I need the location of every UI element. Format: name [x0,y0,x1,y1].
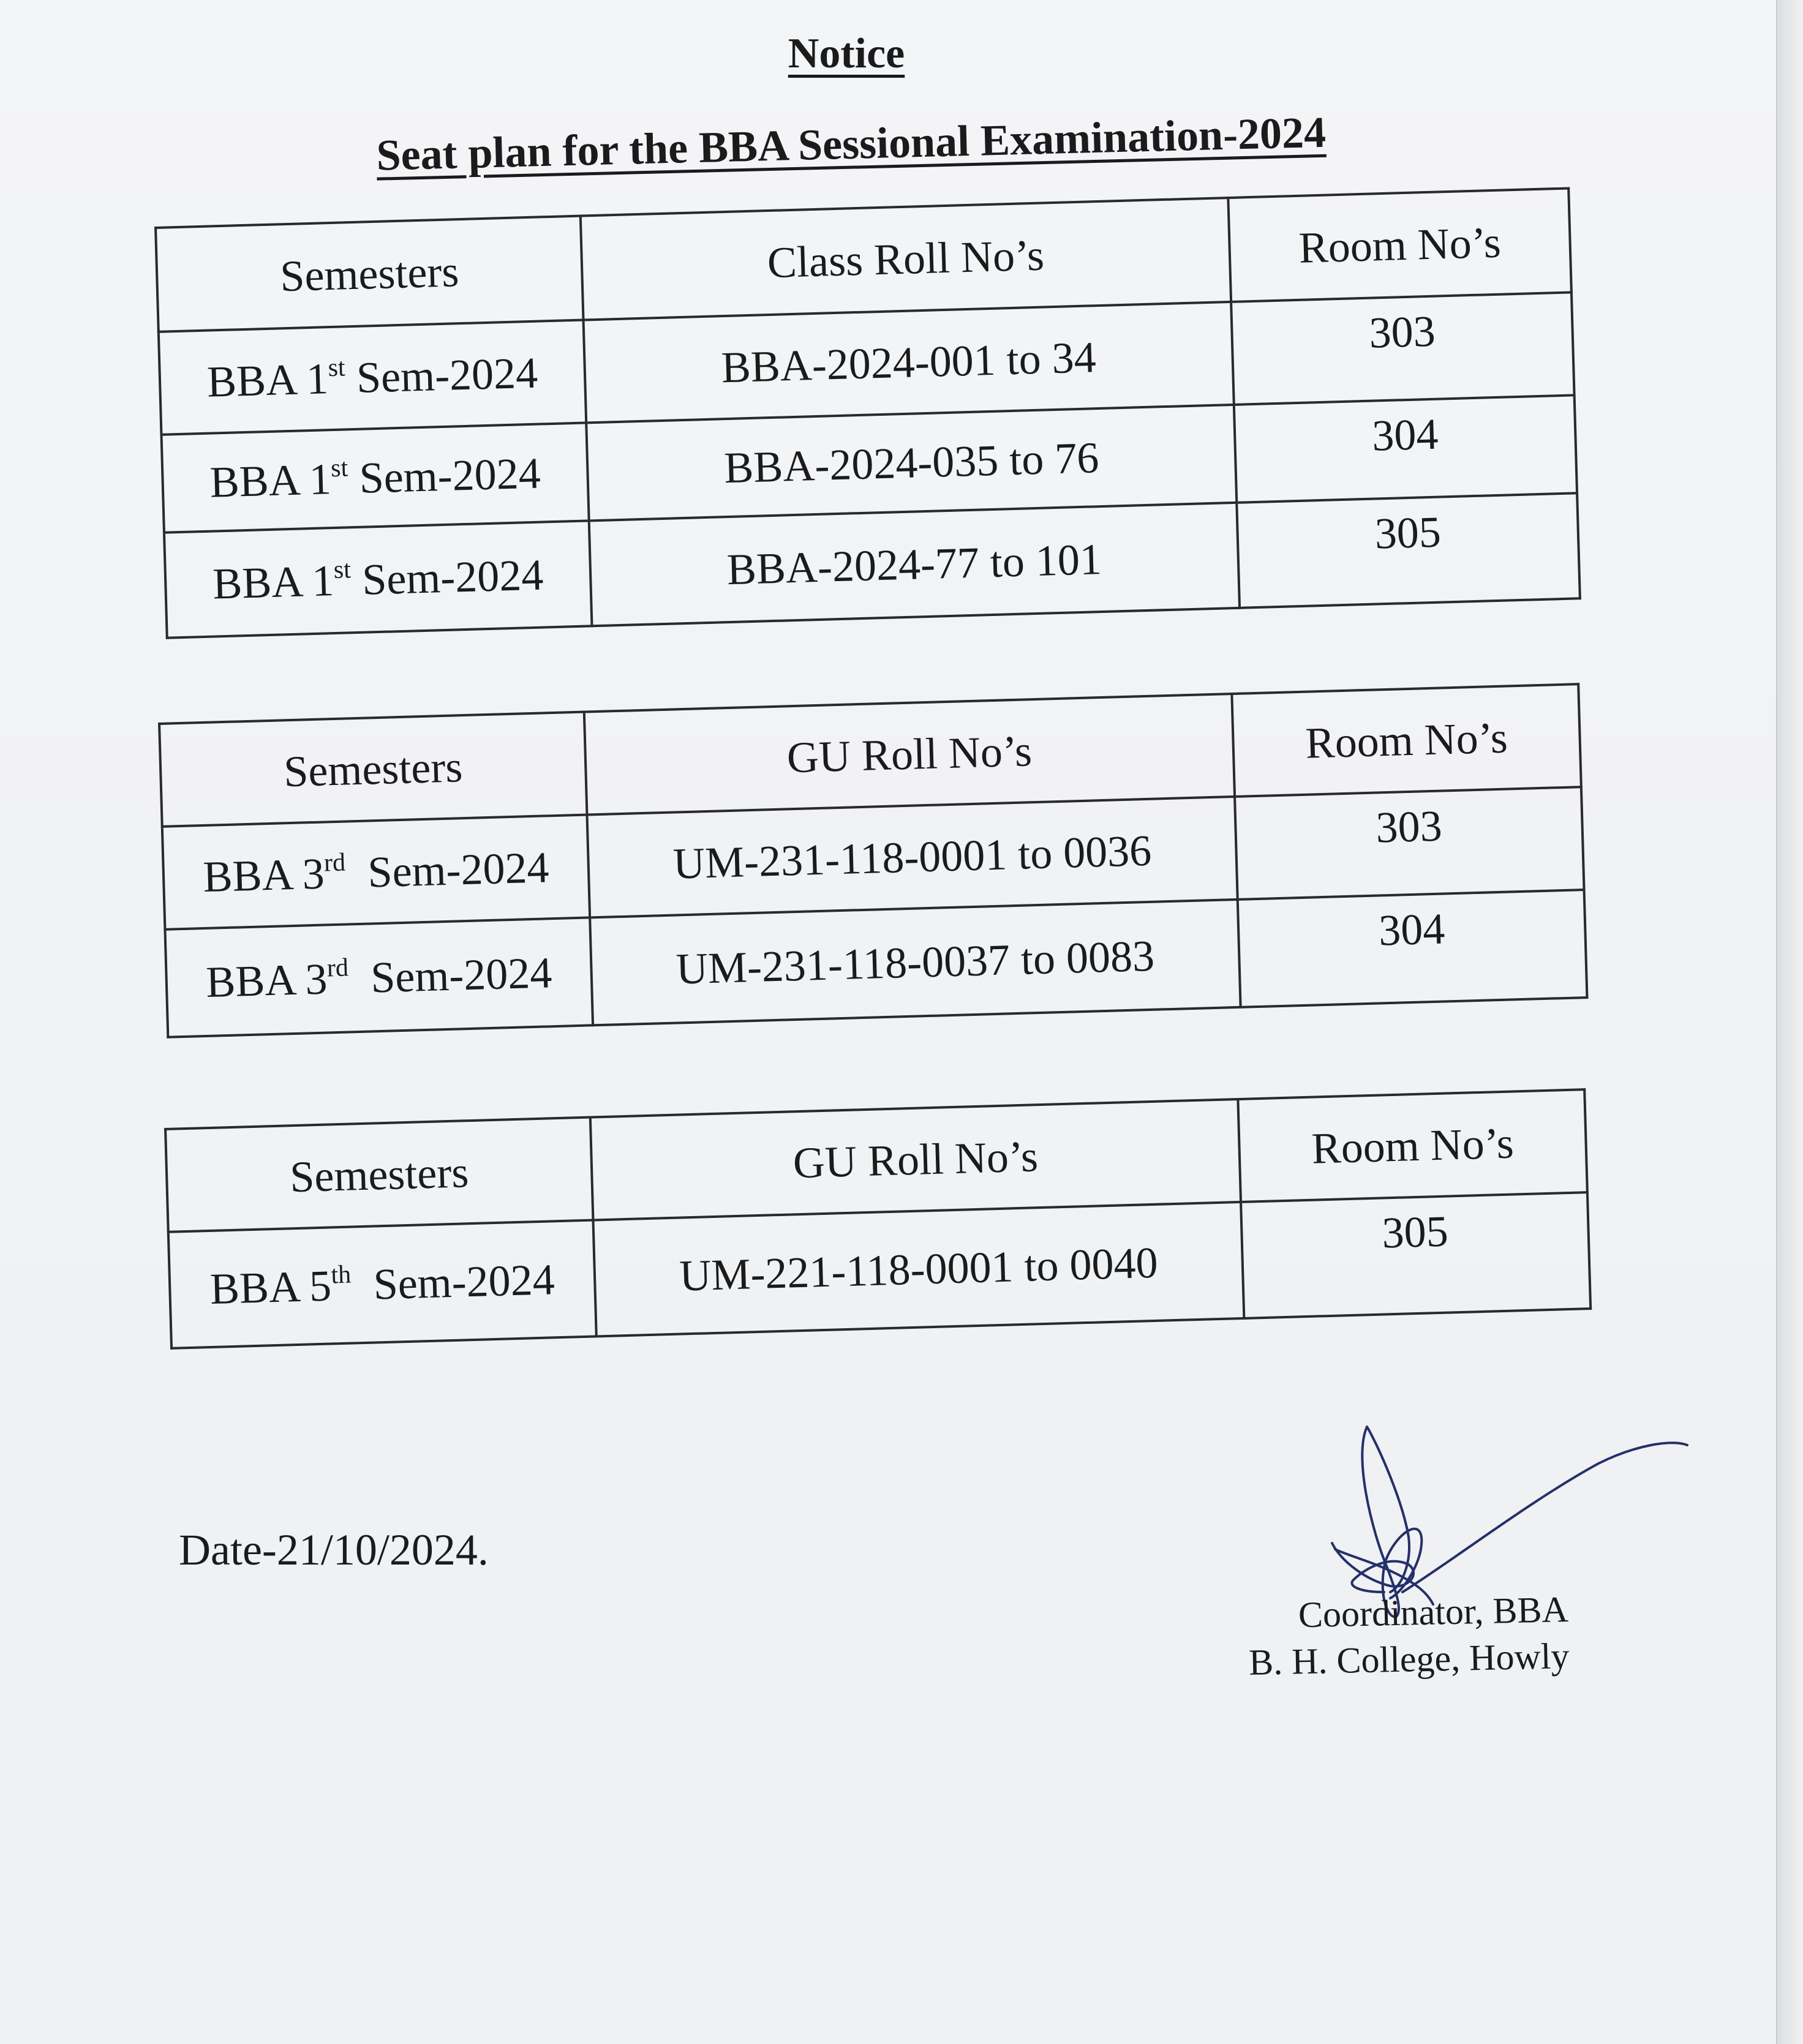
header-roll: GU Roll No’s [590,1099,1241,1220]
signatory-block [1200,1586,1570,1687]
room-cell: 304 [1234,395,1577,502]
semester-cell: BBA 1st Sem-2024 [164,520,592,637]
room-cell: 305 [1241,1192,1590,1318]
room-cell: 303 [1231,292,1574,404]
roll-cell: BBA-2024-035 to 76 [586,405,1237,520]
room-cell: 305 [1237,493,1580,607]
seat-plan-table-1st-sem [154,187,1581,639]
roll-cell: UM-221-118-0001 to 0040 [593,1202,1244,1336]
roll-cell: UM-231-118-0037 to 0083 [590,900,1241,1025]
header-semesters: Semesters [159,712,587,827]
room-cell: 303 [1235,787,1584,900]
header-room: Room No’s [1228,189,1572,302]
semester-cell: BBA 3rd Sem-2024 [165,917,593,1037]
seat-plan-table-5th-sem [164,1088,1592,1350]
roll-cell: UM-231-118-0001 to 0036 [587,797,1237,917]
header-semesters: Semesters [165,1118,593,1232]
signatory-title: Coordinator, BBA [1298,1588,1569,1636]
header-room: Room No’s [1238,1089,1587,1202]
header-roll: Class Roll No’s [581,198,1231,320]
seat-plan-title: Seat plan for the BBA Sessional Examination-2024 [375,107,1327,180]
semester-cell: BBA 5th Sem-2024 [168,1220,597,1348]
semester-cell: BBA 3rd Sem-2024 [162,815,590,930]
header-semesters: Semesters [156,216,583,332]
roll-cell: BBA-2024-001 to 34 [584,302,1234,423]
signatory-org: B. H. College, Howly [1248,1635,1570,1683]
semester-cell: BBA 1st Sem-2024 [159,320,586,434]
page-edge [1776,0,1803,2044]
notice-date: Date-21/10/2024. [179,1525,489,1574]
header-roll: GU Roll No’s [584,694,1235,814]
room-cell: 304 [1238,890,1587,1007]
header-room: Room No’s [1232,684,1581,797]
seat-plan-table-3rd-sem [158,683,1589,1039]
notice-title: Notice [788,30,905,77]
semester-cell: BBA 1st Sem-2024 [161,423,589,532]
roll-cell: BBA-2024-77 to 101 [589,503,1240,626]
